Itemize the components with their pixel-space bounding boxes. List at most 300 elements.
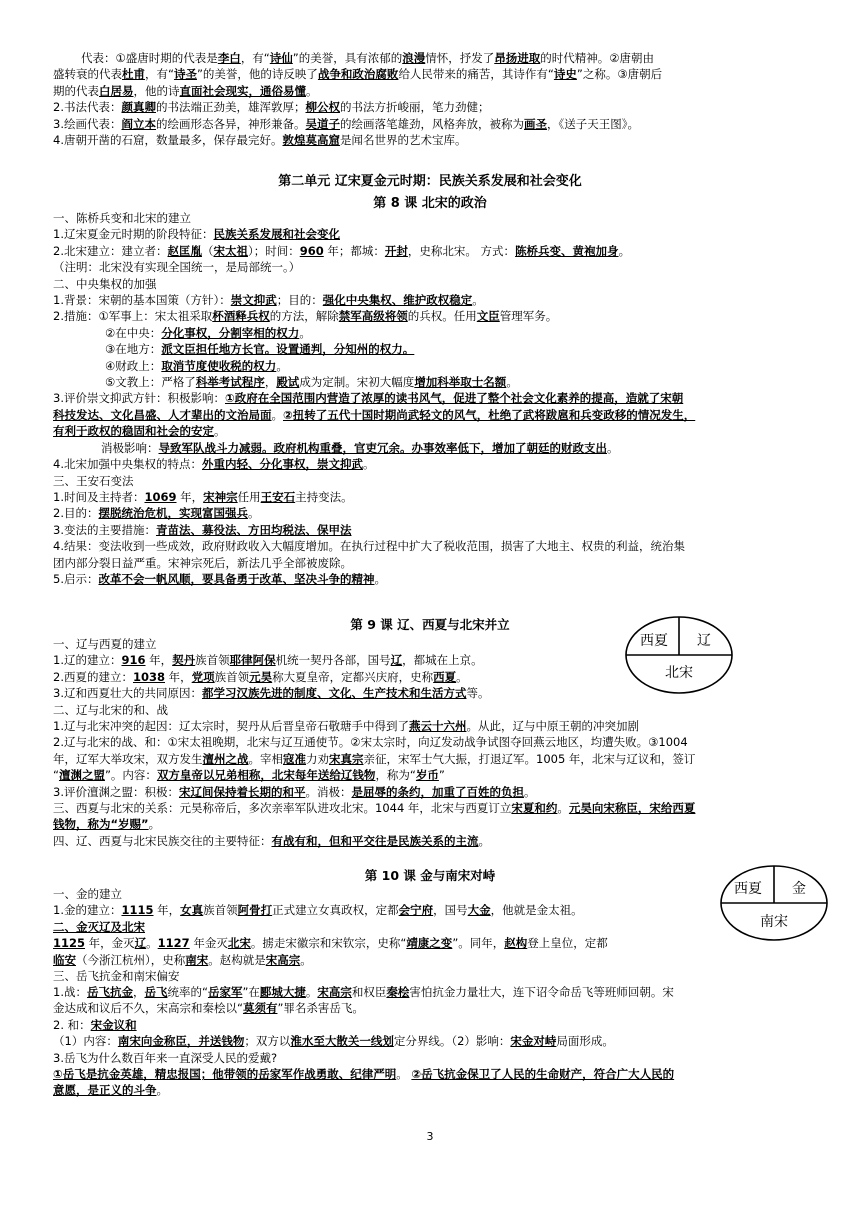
text-segment: 3.评价澶渊之盟：积极： [53,784,179,799]
text-segment: ，有“ [240,51,270,65]
text-segment: （今浙江杭州），史称 [76,952,186,967]
text-segment: ；双方以 [244,1034,291,1049]
key-term: 民族关系发展和社会变化 [213,227,340,242]
text-segment: 族首领 [203,903,238,918]
text-line [53,952,713,968]
text-line [53,984,807,1000]
key-term: 取消节度使收税的权力 [161,358,277,373]
key-term: 西夏 [433,669,457,684]
key-term: 耶律阿保 [229,653,276,668]
text-segment: 。 [557,801,569,816]
diagram-label-left: 西夏 [640,633,668,649]
text-segment: 害怕抗金力量壮大，连下诏令命岳飞等班师回朝。宋 [409,985,674,999]
text-line [53,276,807,292]
text-line [53,407,807,423]
text-segment: 。掳走宋徽宗和宋钦宗，史称“ [250,936,407,951]
text-segment: 年，辽军大举攻宋，双方发生 [53,751,203,766]
key-term: ②扭转了五代十国时期尚武轻文的风气，杜绝了武将跋扈和兵变政移的情况发生， [283,407,696,422]
text-segment: 2.目的： [53,506,99,521]
text-segment: 期的代表 [53,83,99,98]
key-term: 阿骨打 [237,903,273,918]
text-line [53,456,807,472]
text-segment: 。消极： [305,784,352,799]
lesson-8-title: 第 8 课 北宋的政治 [373,196,487,211]
key-term: 白居易 [99,83,134,98]
text-segment: 给人民带来的痛苦，其诗作有“ [398,67,554,82]
text-segment: 2.措施：①军事上：宋太祖采取 [53,309,213,324]
text-segment: ③在地方： [105,342,162,357]
key-term: 宋夏和约 [511,801,558,816]
text-segment: 。 [374,571,386,586]
text-segment: 。宰相 [248,751,283,766]
key-term: 寇准 [283,751,306,766]
text-line [53,116,807,132]
diagram-label-right: 金 [792,881,806,897]
text-segment: 年金灭 [189,936,228,951]
text-segment: 。 [396,1067,412,1082]
text-segment: ， [132,985,145,999]
text-segment: ，《送子天王图》。 [546,116,639,131]
text-line [53,1066,807,1082]
text-line [53,83,807,99]
key-term: 改革不会一帆风顺，要具备勇于改革、坚决斗争的精神 [98,571,375,586]
text-line [53,325,807,341]
key-term: 燕云十六州 [408,719,467,734]
key-term: 宋金议和 [90,1017,137,1032]
text-line [53,1033,807,1049]
key-term: 岳家军 [207,985,243,999]
key-term: 李白 [217,51,241,65]
text-segment: 。从此，辽与中原王朝的冲突加剧 [466,719,639,734]
text-line [53,718,807,734]
unit-title: 第二单元 辽宋夏金元时期：民族关系发展和社会变化 [278,174,582,189]
text-segment: 1.背景：宋朝的基本国策（方针）： [53,293,231,308]
text-segment: 1.辽与北宋冲突的起因：辽太宗时，契丹从后晋皇帝石敬瑭手中得到了 [53,719,409,734]
text-segment: （注明：北宋没有实现全国统一，是局部统一。） [53,260,301,275]
key-term: 契丹 [172,653,196,668]
text-segment: 严格了 [161,375,196,390]
text-segment: 三、岳飞抗金和南宋偏安 [53,969,180,984]
key-term: 女真 [180,903,204,918]
text-line [53,308,807,324]
text-segment: 1.金的建立： [53,903,122,918]
text-segment: 3.辽和西夏壮大的共同原因： [53,686,202,701]
text-line [53,489,807,505]
lesson-10-title: 第 10 课 金与南宋对峙 [364,868,496,883]
text-segment: 1.战： [53,985,87,999]
text-line [53,767,807,783]
text-segment: 。 [478,833,490,848]
key-term: 赵匡胤 [167,243,202,258]
key-term: 元昊向宋称臣，宋给西夏 [568,801,696,816]
text-segment: 登上皇位，定都 [527,936,608,951]
key-term: 摆脱统治危机，实现富国强兵 [98,506,248,521]
text-segment: 二、辽与北宋的和、战 [53,702,168,717]
text-segment: ，有“ [145,67,174,82]
key-term: 澶渊之盟 [58,768,105,783]
key-term: 战争和政治腐败 [317,67,399,82]
text-segment: 。 [456,669,468,684]
text-segment: 年， [176,489,204,504]
key-term: 昂扬进取 [494,51,541,65]
text-segment: ”的美誉，具有浓郁的 [292,51,403,65]
key-term: 960 [299,243,324,258]
key-term: 颜真卿 [121,100,156,115]
text-line [53,800,807,816]
diagram-label-bottom: 北宋 [665,665,693,681]
key-term: 科举考试程序 [195,375,265,390]
text-line [53,734,807,750]
key-term: 靖康之变 [406,936,453,951]
text-segment: 4.结果：变法收到一些成效，政府财政收入大幅度增加。在执行过程中扩大了税收范围，损害了大地主、权贵的利益，统治集 [53,539,685,554]
key-term: 陈桥兵变、黄袍加身 [515,243,619,258]
page-number: 3 [426,1130,434,1143]
text-segment: 。 [607,440,619,455]
key-term: 有利于政权的稳固和社会的安定 [53,424,214,439]
text-segment: 是闻名世界的艺术宝库。 [339,133,467,148]
key-term: 莫须有 [242,1001,278,1016]
text-line [53,423,807,439]
key-term: 分化事权，分割宰相的权力 [161,325,300,340]
key-term: 开封 [384,243,408,258]
text-segment: 统率的“ [167,985,208,999]
text-segment: 三、王安石变法 [53,473,134,488]
key-term: 辽 [390,653,403,668]
text-segment: 局面形成。 [556,1034,614,1049]
key-term: 阎立本 [121,116,156,131]
key-term: 赵构 [504,936,528,951]
text-segment: 的书法方折峻丽，笔力劲健； [339,100,490,115]
text-segment: 年， [153,903,181,918]
key-term: 郾城大捷 [259,985,306,999]
text-line [53,652,807,668]
text-segment: ）；时间： [247,243,300,258]
text-segment: 任用 [237,489,261,504]
key-term: 科技发达、文化昌盛、人才辈出的文治局面 [53,407,272,422]
text-segment: 成为定制。宋初大幅度 [299,375,415,390]
text-line [53,259,807,275]
key-term: 王安石 [260,489,296,504]
text-segment: 。 [299,325,311,340]
key-term: 杜甫 [122,67,145,82]
text-segment: 。 [362,457,375,472]
text-segment: 的兵权。任用 [407,309,477,324]
lesson-10-diagram [719,864,829,942]
key-term: 钱物，称为“岁赐” [53,817,149,832]
text-line [53,902,713,918]
key-term: 文臣 [476,309,500,324]
text-segment: 2.书法代表： [53,100,122,115]
text-segment: 。 [156,1083,168,1098]
text-segment: ②在中央： [105,325,162,340]
key-term: 宋高宗 [317,985,352,999]
key-term: 辽 [134,936,147,951]
key-term: 宋辽间保持着长期的和平 [178,784,306,799]
text-line [53,66,807,82]
key-term: 殿试 [276,375,300,390]
text-segment: 的绘画落笔雄劲，风格奔放，被称为 [339,116,524,131]
text-line [53,751,807,767]
text-line [53,1017,807,1033]
key-term: 临安 [53,952,76,967]
key-term: 淮水至大散关一线划 [290,1034,394,1049]
text-segment: 2.辽与北宋的战、和：①宋太祖晚期，北宋与辽互通使节。②宋太宗时，向辽发动战争试图夺回燕云地区，均遭失败。③1004 [53,735,688,750]
text-line [53,816,807,832]
lesson-9-body [53,636,807,849]
text-segment: 定分界线。（2）影响： [393,1034,511,1049]
text-segment: 。 [276,358,288,373]
key-term: ①岳飞是抗金英雄，精忠报国；他带领的岳家军作战勇敢、纪律严明 [53,1067,397,1082]
key-term: 1115 [121,903,154,918]
text-segment: 。 [618,243,631,258]
text-segment: 族首领 [214,669,250,684]
key-term: 诗史 [553,67,577,82]
text-segment: ，称为“ [375,768,416,783]
key-term: 都学习汉族先进的制度、文化、生产技术和生活方式 [201,686,467,701]
text-segment: 。 [300,952,312,967]
text-segment: 称大夏皇帝，定都兴庆府，史称 [272,669,434,684]
key-term: 外重内轻、分化事权，崇文抑武 [201,457,363,472]
diagram-label-bottom: 南宋 [760,914,788,930]
key-term: 1069 [144,489,177,504]
key-term: 宋高宗 [265,952,301,967]
lesson-10-body [53,984,807,1099]
lesson-8-body [53,210,807,587]
text-segment: ，都城在上京。 [402,653,483,668]
text-line [53,440,807,456]
text-line [53,226,807,242]
text-segment: 的绘画形态各异，神形兼备。 [155,116,306,131]
key-term: 柳公权 [305,100,340,115]
text-segment: 。 [271,407,283,422]
key-term: 杯酒释兵权 [212,309,270,324]
text-line [53,685,807,701]
text-segment: 的时代精神。②唐朝由 [540,51,655,65]
text-segment: ⑤文教上： [105,375,162,390]
text-segment: 4.北宋加强中央集权的特点： [53,457,202,472]
text-segment: 四、辽、西夏与北宋民族交往的主要特征： [53,833,272,848]
text-segment: 情怀，抒发了 [425,51,495,65]
key-term: 直面社会现实，通俗易懂 [179,83,306,98]
key-term: 增加科举取士名额 [414,375,507,390]
key-term: 澶州之战 [202,751,249,766]
text-line [53,1000,807,1016]
text-segment: ”。内容： [104,768,157,783]
key-term: 党项 [191,669,215,684]
key-term: 画圣 [523,116,547,131]
key-term: 岁币 [415,768,439,783]
tang-culture-section [53,50,807,148]
text-segment: 3.岳飞为什么数百年来一直深受人民的爱戴? [53,1050,278,1065]
diagram-label-left: 西夏 [734,881,762,897]
text-segment: 一、金的建立 [53,887,122,901]
key-term: 宋太祖 [213,243,248,258]
text-segment: ”。同年， [452,936,505,951]
text-segment: 2.西夏的建立： [53,669,133,684]
text-segment: 一、陈桥兵变和北宋的建立 [53,211,191,225]
text-segment: ；目的： [276,293,323,308]
text-segment: 。 [472,293,484,308]
text-segment: 团内部分裂日益严重。宋神宗死后，新法几乎全部被废除。 [53,555,352,570]
text-segment: 的方法，解除 [269,309,339,324]
text-segment: 。 [146,936,158,951]
text-segment: 3.变法的主要措施： [53,522,156,537]
key-term: ①政府在全国范围内营造了浓厚的读书风气，促进了整个社会文化素养的提高，造就了宋朝 [224,391,684,406]
text-line [53,1050,807,1066]
text-segment: 年， [165,669,192,684]
text-segment: 。 [247,506,260,521]
text-segment: ，史称北宋。 方式： [407,243,516,258]
text-line [53,374,807,390]
text-segment: 5.启示： [53,571,99,586]
key-term: 北宋 [227,936,251,951]
text-segment: 年， [145,653,173,668]
text-segment: “ [53,768,59,783]
text-segment: ，他就是金太祖。 [490,903,583,918]
text-segment: 等。 [466,686,490,701]
text-segment: 3.评价崇文抑武方针：积极影响： [53,391,225,406]
key-term: 南宋 [185,952,209,967]
text-line [53,210,807,226]
text-segment: 年；都城： [323,243,385,258]
key-term: 禁军高级将领 [338,309,408,324]
text-line [53,50,807,66]
key-term: 派文臣担任地方长官。设置通判，分知州的权力。 [161,342,415,357]
key-term: 元昊 [249,669,273,684]
text-segment: （ [201,243,214,258]
key-term: ②岳飞抗金保卫了人民的生命财产，符合广大人民的 [411,1067,675,1082]
key-term: 二、金灭辽及北宋 [53,919,145,934]
key-term: 916 [121,653,146,668]
text-segment: ，国号 [433,903,468,918]
key-term: 南宋向金称臣，并送钱物 [117,1034,245,1049]
key-term: 岳飞 [144,985,168,999]
text-segment: （1）内容： [53,1034,118,1049]
lesson-9-title: 第 9 课 辽、西夏与北宋并立 [350,617,510,632]
text-segment: ，他的诗 [133,83,180,98]
text-segment: 正式建立女真政权，定都 [272,903,399,918]
text-segment: 一、辽与西夏的建立 [53,637,157,651]
key-term: 秦桧 [386,985,410,999]
text-line [53,292,807,308]
text-segment: 盛转衰的代表 [53,67,122,82]
text-segment: 代表：①盛唐时期的代表是 [81,51,218,65]
text-line [53,702,807,718]
text-segment: 金达成和议后不久，宋高宗和秦桧以“ [53,1001,243,1016]
text-segment: ④财政上： [105,358,162,373]
text-line [53,669,807,685]
key-term: 宋金对峙 [510,1034,557,1049]
key-term: 会宁府 [398,903,434,918]
text-line [53,968,713,984]
text-segment: 1.时间及主持者： [53,489,145,504]
key-term: 敦煌莫高窟 [282,133,340,148]
text-line [53,243,807,259]
text-line [53,132,807,148]
text-segment: 三、西夏与北宋的关系：元昊称帝后，多次亲率军队进攻北宋。1044 年，北宋与西夏订立 [53,801,512,816]
text-segment: 管理军务。 [499,309,558,324]
text-segment: ， [264,375,277,390]
text-segment: ”罪名杀害岳飞。 [277,1001,364,1016]
text-line [53,935,713,951]
key-term: 岳飞抗金 [86,985,133,999]
text-line [53,1082,807,1098]
text-segment: 2.北宋建立：建立者： [53,243,168,258]
text-line [53,99,807,115]
text-segment: ” [438,768,445,783]
text-segment: 亲征，宋军士气大振，打退辽军。1005 年，北宋与辽议和，签订 [363,751,696,766]
text-segment: 的书法端正劲美，雄浑敦厚； [155,100,306,115]
text-segment: 。 [305,985,318,999]
text-segment: 3.绘画代表： [53,116,122,131]
text-line [53,919,713,935]
diagram-label-right: 辽 [697,633,711,649]
text-line [53,505,807,521]
key-term: 浪漫 [402,51,426,65]
key-term: 导致军队战斗力减弱。政府机构重叠，官吏冗余。办事效率低下，增加了朝廷的财政支出 [158,440,607,455]
key-term: 青苗法、募役法、方田均税法、保甲法 [155,522,352,537]
text-segment: 二、中央集权的加强 [53,276,157,291]
key-term: 1125 [53,936,86,951]
key-term: 有战有和，但和平交往是民族关系的主流 [271,833,479,848]
text-line [53,833,807,849]
key-term: 崇文抑武 [230,293,277,308]
text-segment: ”之称。③唐朝后 [576,67,663,82]
text-segment: 和权臣 [351,985,387,999]
text-segment: 1.辽的建立： [53,653,122,668]
text-line [53,636,807,652]
text-line [53,341,807,357]
key-term: 1038 [132,669,165,684]
text-line [53,358,807,374]
key-term: 1127 [157,936,190,951]
text-segment: 机统一契丹各部，国号 [275,653,391,668]
text-line [53,886,713,902]
lesson-10-body-top [53,886,713,984]
key-term: 双方皇帝以兄弟相称，北宋每年送给辽钱物 [156,768,376,783]
text-line [53,522,807,538]
key-term: 大金 [467,903,491,918]
text-segment: 力劝 [306,751,329,766]
text-segment: 族首领 [195,653,230,668]
key-term: 吴道子 [305,116,340,131]
key-term: 宋神宗 [203,489,238,504]
text-line [53,473,807,489]
text-segment: 4.唐朝开凿的石窟，数量最多，保存最完好。 [53,133,283,148]
key-term: 意愿，是正义的斗争 [53,1083,157,1098]
text-segment: 。 [214,424,226,439]
text-segment: 。 [306,83,318,98]
text-segment: 主持变法。 [295,489,353,504]
text-segment: ”在 [242,985,260,999]
text-segment: 1.辽宋夏金元时期的阶段特征： [53,227,214,242]
key-term: 是屈辱的条约，加重了百姓的负担 [351,784,524,799]
text-segment: 年，金灭 [85,936,135,951]
text-line [53,390,807,406]
key-term: 强化中央集权、维护政权稳定 [322,293,473,308]
key-term: 宋真宗 [329,751,364,766]
text-segment: 。 [523,784,536,799]
text-line [53,555,807,571]
text-segment: ”的美誉，他的诗反映了 [196,67,318,82]
text-segment: 2. 和： [53,1017,91,1032]
text-line [53,538,807,554]
key-term: 诗仙 [269,51,293,65]
text-segment: 消极影响： [101,440,159,455]
text-segment: 。 [506,375,518,390]
text-segment: 。赵构就是 [208,952,266,967]
text-line [53,571,807,587]
